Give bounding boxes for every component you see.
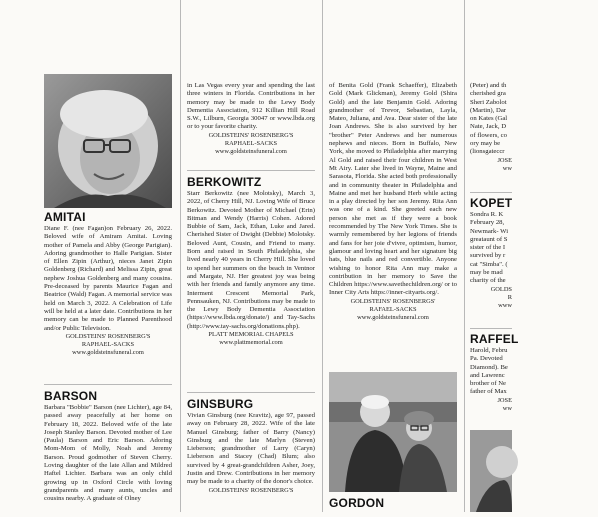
obituary-name-raffel: RAFFEL [470,332,519,346]
raffel-portrait-photo [470,430,512,512]
column-rule [464,0,465,512]
funeral-home-url[interactable]: www.goldsteinsfuneral.com [215,147,287,155]
obituary-text-kopet: Sondra R. K February 28, Newmark- Wi greataunt of S sister of the I survived by r cat "Simba". ( may be mad charity of the [470,211,509,285]
funeral-home: GOLDS [490,285,512,293]
funeral-home-url[interactable]: www.goldsteinsfuneral.com [72,348,144,356]
funeral-home: GOLDSTEINS' ROSENBERG'S [208,486,294,494]
column-rule [322,0,323,512]
funeral-home-branch: RAPHAEL-SACKS [81,340,135,348]
funeral-home-branch: RAPHAEL-SACKS [224,139,278,147]
obituary-name-berkowitz: BERKOWITZ [187,175,262,189]
obituary-divider [187,392,315,393]
obituary-name-ginsburg: GINSBURG [187,397,254,411]
obituary-text-ginsburg: Vivian Ginsburg (nee Kravitz), age 97, passed away on February 28, 2022. Wife of the late Manuel Ginsburg; father of Barry (Nancy) Ginsburg and the late Marlyn (Steven) Lieberson; grandmother of Larry (Caryn) Lieberson and Stacey (Chad) Blum; also survived by 4 great-grandchildren Asher, Joey, Justin and Drew. Contributions in her memory may be made to a charity of the donor's choice. [187,412,315,486]
column-4 [470,0,519,512]
obituary-text-continued: in Las Vegas every year and spending the last three winters in Florida. Contributions in her memory may be made to the Lewy Body Dementia Association, 912 Killian Hill Road S.W., Lilburn, Georgia 30047 or www.lbda.org or to your favorite charity. [187,82,315,131]
funeral-home-branch: R [507,293,512,301]
funeral-home: GOLDSTEINS' ROSENBERGS' [350,297,436,305]
obituary-text-amitai: Diane F. (nee Fagan)on February 26, 2022. Beloved wife of Amiram Amitai. Loving mother of Pamela and Abby (George Parigian). Adoring grandmother to Halle Parigian. Sister of Ellen Zipin (Arthur), nieces Janet Zipin Goldenberg (Richard) and Melissa Zipin, great nephew Joshua Goldenberg and many cousins. Pre-deceased by parents Maurice Fagan and Beatrice (Wald) Fagan. A memorial service was held on March 3, 2022. A Celebration of Life will be held at a later date. Contributions in her memory can be made to Planned Parenthood and/or Public Television. [44,225,172,332]
obituary-text-berkowitz: Starr Berkowitz (nee Molotsky), March 3, 2022, of Cherry Hill, NJ. Loving Wife of Bruce Berkowitz. Devoted Mother of Michael (Erin) Bitman and Wendy (Harris) Cohen. Adored Bubbie of Sam, Jack, Ethan, Luke and Jared. Cherished Sister of Dwight (Debbie) Molotsky. Beloved Aunt, Cousin, and Friend to many. Born and raised in South Philadelphia, she lived nearly 40 years in Cherry Hill. She loved to spend her summers on the beach in Ventnor and Margate, NJ. Her greatest joy was being with her friends and family anymore any time. Interment Crescent Memorial Park, Pennsauken, NJ. Contributions may be made to the Lewy Body Dementia Association (https://www.lbda.org/donate/) and Tay-Sachs (http://www.tay-sachs.org/donations.php). [187,190,315,330]
obituary-text-barson: Barbara "Bobbie" Barson (nee Lichter), age 84, passed away peacefully at her home on February 18, 2022. Beloved wife of the late Joseph Stanley Barson. Devoted mother of Lee (Paula) Barson and Eric Barson. Adoring Mom-Mom of Molly, Noah and Jeremy Barson. Proud godmother of Steven Cherry. Loving daughter of the late Allan and Mildred Haftel Lichter. Barbara was an only child growing up in Oxford Circle with loving grandparents and many aunts, uncles and cousins nearby. A graduate of Olney [44,404,172,503]
funeral-home: JOSE [497,396,512,404]
amitai-portrait-photo [44,74,172,208]
funeral-home-url[interactable]: www [498,301,512,309]
funeral-home: PLATT MEMORIAL CHAPELS [208,331,294,339]
obituary-name-amitai: AMITAI [44,210,86,224]
column-3 [329,0,457,512]
funeral-home-url[interactable]: www.plattmemorial.com [219,339,283,347]
funeral-home: GOLDSTEINS' ROSENBERG'S [208,131,294,139]
obituary-text-continued: (Peter) and th cherished gra Sheri Zabolot (Martin), Dar on Kates (Gal Nate, Jack, D of flowers, co ory may be (lionsgateccr [470,82,508,156]
obituary-divider [44,384,172,385]
funeral-home: JOSE [497,156,512,164]
obituary-name-gordon: GORDON [329,496,385,510]
funeral-home-url[interactable]: www.goldsteinsfuneral.com [357,313,429,321]
funeral-home-url[interactable]: ww [502,404,512,412]
gordon-couple-photo [329,372,457,492]
obituary-text-raffel: Harold, Febru Pa. Devoted Diamond). Be and Lawrenc brother of Ne father of Max [470,347,508,396]
obituary-divider [187,170,315,171]
couple-photo-image [329,372,457,492]
portrait-photo-image [44,74,172,208]
column-2 [187,0,315,512]
obituary-text-continued: of Benita Gold (Frank Schaeffer), Elizabeth Gold (Mark Glickman), Jeremy Gold (Shira Gold) and the late Benjamin Gold. Adoring grandmother of Trevor, Sebastian, Layla, Mateo, Juliana, and Ava. Dear sister of the late Joan Andrews. She is also survived by her "brother" Peter Andrews and her numerous nephews and nieces. Born in Buffalo, New York, she moved to Philadelphia after marrying Al Gold and raised their four children in West Mt Airy. Later she lived in Wayne, Maine and Sarasota, Florida. She acted both professionally and in community theater in Philadelphia and Maine and met her husband Herb while acting in a play directed by her son Jeremy. Rita Ann was one of a kind. She greeted each new person she met as if they were a book recommended by The New York Times. She is warmly remembered by her legions of friends and fans for her joie d'vivre, optimism, humor, glamour and loving heart and her signature big hats, blue nails and red convertible. Anyone wishing to honor Rita Ann may make a contribution in her memory to Save the Children https://www.savethechildren.org/ or to Inner City Arts https://inner-cityarts.org/. [329,82,457,297]
funeral-home: GOLDSTEINS' ROSENBERG'S [65,332,151,340]
obituary-divider [470,192,512,193]
obituary-divider [470,328,512,329]
column-rule [180,0,181,512]
portrait-photo-image [470,430,512,512]
funeral-home-branch: RAFAEL-SACKS [369,305,417,313]
obituary-name-barson: BARSON [44,389,98,403]
funeral-home-url[interactable]: ww [502,164,512,172]
obituary-name-kopet: KOPET [470,196,513,210]
column-1 [44,0,172,512]
